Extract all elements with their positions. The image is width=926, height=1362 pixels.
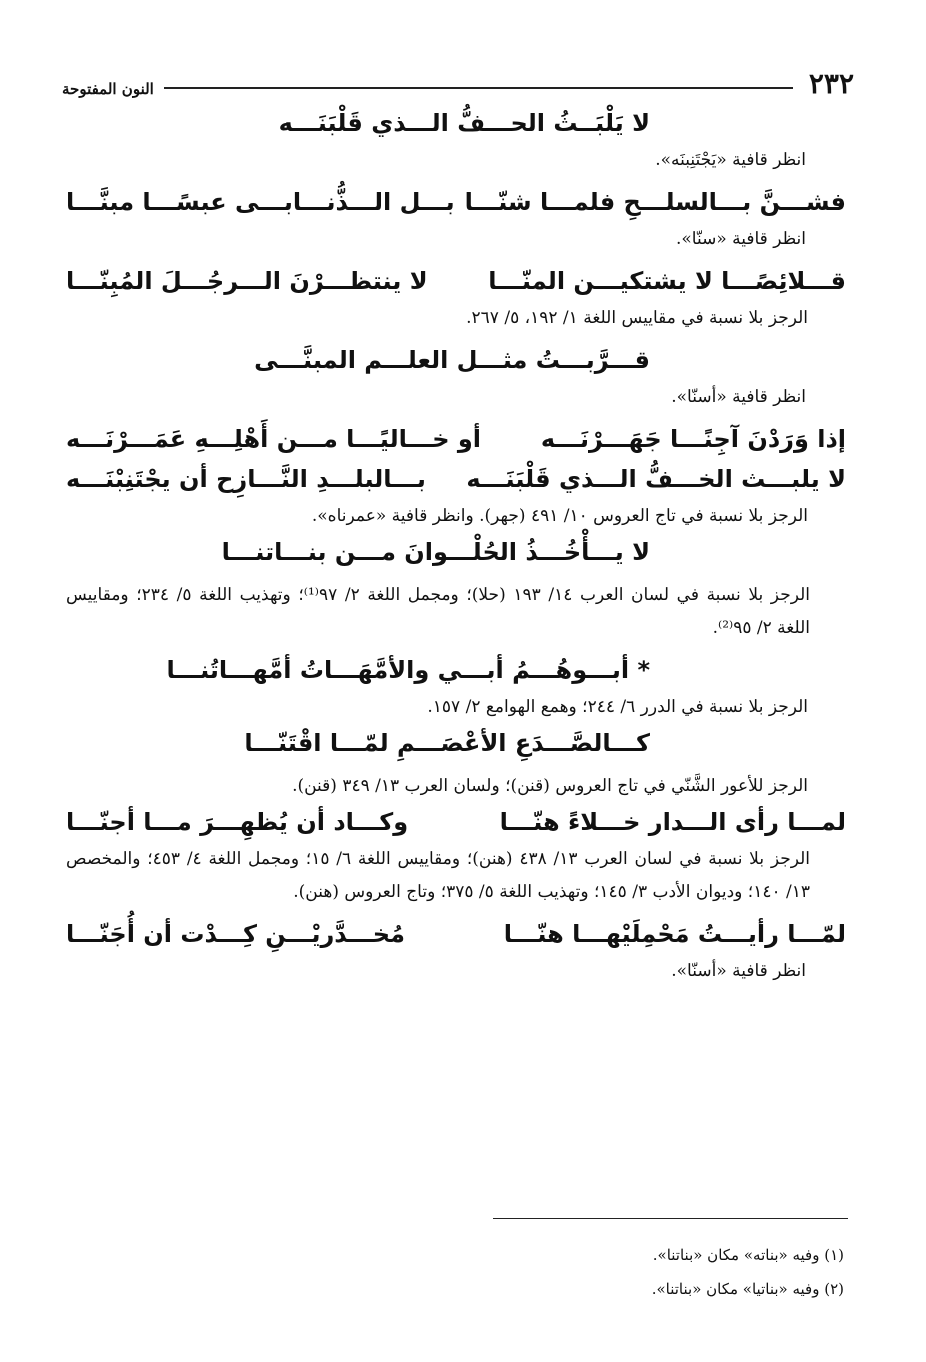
verse-first-hemistich: فشـــنَّ بـــالسلـــحِ فلمـــا شنّـــا (464, 188, 846, 216)
footnote: (١) وفيه «بناته» مكان «بناتنا». (652, 1246, 844, 1264)
running-title: النون المفتوحة (62, 80, 154, 98)
page-header (62, 62, 854, 98)
verse-couplet (66, 262, 846, 302)
note-line: انظر قافية «يَجْتَنِبنَه». (655, 150, 806, 170)
verse-couplet (66, 420, 846, 460)
note-line: الرجز بلا نسبة في تاج العروس ١٠/ ٤٩١ (جهر). وانظر قافية «عمرناه». (311, 506, 808, 526)
verse-line: قـــرَّبـــتُ مثـــل العلـــم المبنَّـــى (254, 346, 650, 374)
footnote-separator (493, 1218, 848, 1219)
verse-couplet (66, 915, 846, 955)
verse-line: * أبـــوهُـــمُ أبـــي والأمَّهَـــاتُ أمَّهـــاتُنـــا (166, 656, 650, 684)
footnote: (٢) وفيه «بناتيا» مكان «بناتنا». (651, 1280, 844, 1298)
header-rule (164, 87, 793, 89)
verse-line: لا يَلْبَــثُ الحـــفُّ الـــذي قَلْبَنَـــه (278, 109, 650, 137)
verse-second-hemistich: لا ينتظـــرْنَ الـــرجُـــلَ المُبِنّـــا (66, 267, 428, 295)
verse-second-hemistich: وكـــاد أن يُظهِـــرَ مـــا أجنّـــا (66, 808, 409, 836)
verse-second-hemistich: بـــل الـــذُّنـــابـــى عبسًـــا مبنَّـــا (66, 188, 455, 216)
verse-couplet (66, 183, 846, 223)
page-body (66, 104, 846, 988)
page-number: ٢٣٢ (808, 67, 854, 100)
note-line: الرجز بلا نسبة في الدرر ٦/ ٢٤٤؛ وهمع الهوامع ٢/ ١٥٧. (427, 697, 808, 717)
footnotes (444, 1238, 844, 1306)
verse-second-hemistich: أو خـــاليًـــا مـــن أَهْلِـــهِ عَمَـــرْنَـــه (66, 425, 482, 453)
note-paragraph: الرجز بلا نسبة في لسان العرب ١٤/ ١٩٣ (حلا)؛ ومجمل اللغة ٢/ ٩٧⁽¹⁾؛ وتهذيب اللغة ٥/ ٢٣٤؛ ومقاييس اللغة ٢/ ٩٥⁽²⁾. (66, 585, 810, 638)
note-line: الرجز بلا نسبة في مقاييس اللغة ١/ ١٩٢، ٥/ ٢٦٧. (466, 308, 808, 328)
verse-line: كـــالصَّـــدَعِ الأعْصَـــمِ لمّـــا اقْتَنّـــا (244, 729, 650, 757)
verse-couplet (66, 803, 846, 843)
note-line: انظر قافية «أسنّا». (671, 961, 806, 981)
verse-couplet (66, 460, 846, 500)
verse-first-hemistich: لمّـــا رأيـــتُ مَحْمِلَيْهـــا هنّـــا (503, 920, 846, 948)
note-paragraph: الرجز بلا نسبة في لسان العرب ١٣/ ٤٣٨ (هنن)؛ ومقاييس اللغة ٦/ ١٥؛ ومجمل اللغة ٤/ ٤٥٣؛ والمخصص ١٣/ ١٤٠؛ وديوان الأدب ٣/ ١٤٥؛ وتهذيب اللغة ٥/ ٣٧٥؛ وتاج العروس (هنن). (66, 849, 810, 902)
verse-first-hemistich: إذا وَرَدْنَ آجِنًـــا جَهَـــرْنَـــه (540, 425, 846, 453)
verse-line: لا يـــأْخُـــذُ الحُلْـــوانَ مـــن بنـــاتنـــا (221, 538, 650, 566)
verse-second-hemistich: مُخـــدَّريْـــنِ كِـــدْت أن أُجَنّـــا (66, 920, 405, 948)
verse-first-hemistich: لا يلبـــث الخـــفُّ الـــذي قَلْبَنَـــه (466, 465, 846, 493)
note-line: انظر قافية «سنّا». (675, 229, 806, 249)
verse-first-hemistich: لمـــا رأى الـــدار خـــلاءً هنّـــا (499, 808, 846, 836)
verse-first-hemistich: قـــلائِصًـــا لا يشتكيـــن المنّـــا (488, 267, 846, 295)
note-line: الرجز للأعور الشَّنّي في تاج العروس (قنن)؛ ولسان العرب ١٣/ ٣٤٩ (قنن). (292, 776, 808, 796)
note-line: انظر قافية «أسنّا». (671, 387, 806, 407)
verse-second-hemistich: بـــالبلـــدِ النَّـــازِح أن يجْتَنِبْنَـــه (66, 465, 426, 493)
